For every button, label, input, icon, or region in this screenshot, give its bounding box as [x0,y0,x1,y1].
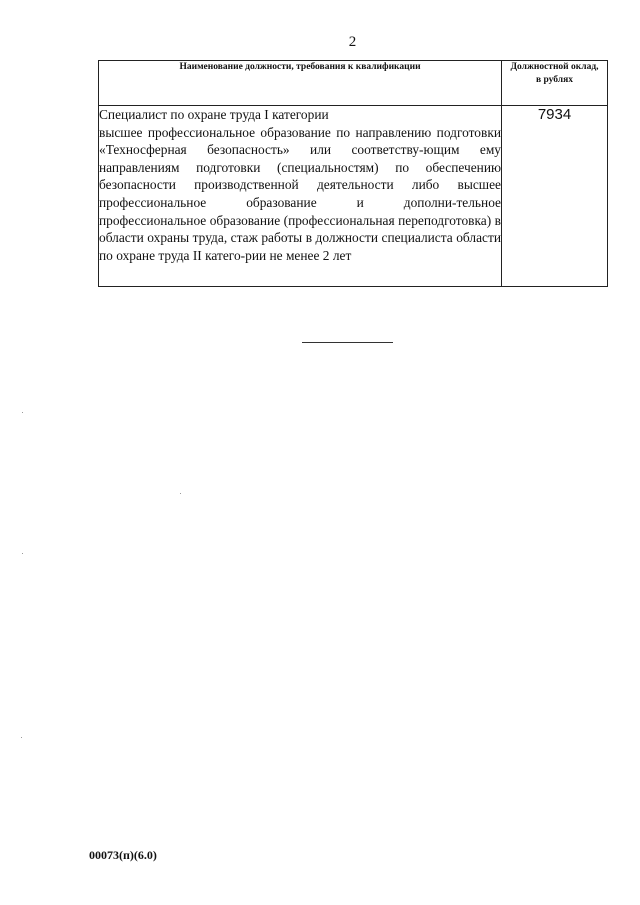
end-divider [302,342,393,343]
table-header-row [99,61,608,106]
scan-speck [22,553,23,554]
salary-value: 7934 [502,106,608,287]
position-requirements: высшее профессиональное образование по направлению подготовки «Техносферная безопасность» или соответству-ющим ему направлениям подготовки (специальностям) по обеспечению безопасности производственной деятельности либо высшее профессиональное образование и дополни-тельное профессиональное образование (профессиональная переподготовка) в области охраны труда, стаж работы в должности специалиста области по охране труда II катего-рии не менее 2 лет [99,124,501,263]
page-number: 2 [348,34,357,50]
header-salary-line1: Должностной оклад, [510,62,599,72]
position-description-cell [99,106,502,287]
scan-speck [22,412,23,413]
header-salary-line2: в рублях [535,75,574,85]
scan-speck [21,737,22,738]
document-code: 00073(п)(6.0) [89,848,157,862]
position-title: Специалист по охране труда I категории [99,107,329,122]
header-position: Наименование должности, требования к квалификации [99,61,502,106]
scan-speck [180,493,181,494]
table-row [99,106,608,287]
header-salary [502,61,608,106]
qualification-table [98,60,608,287]
